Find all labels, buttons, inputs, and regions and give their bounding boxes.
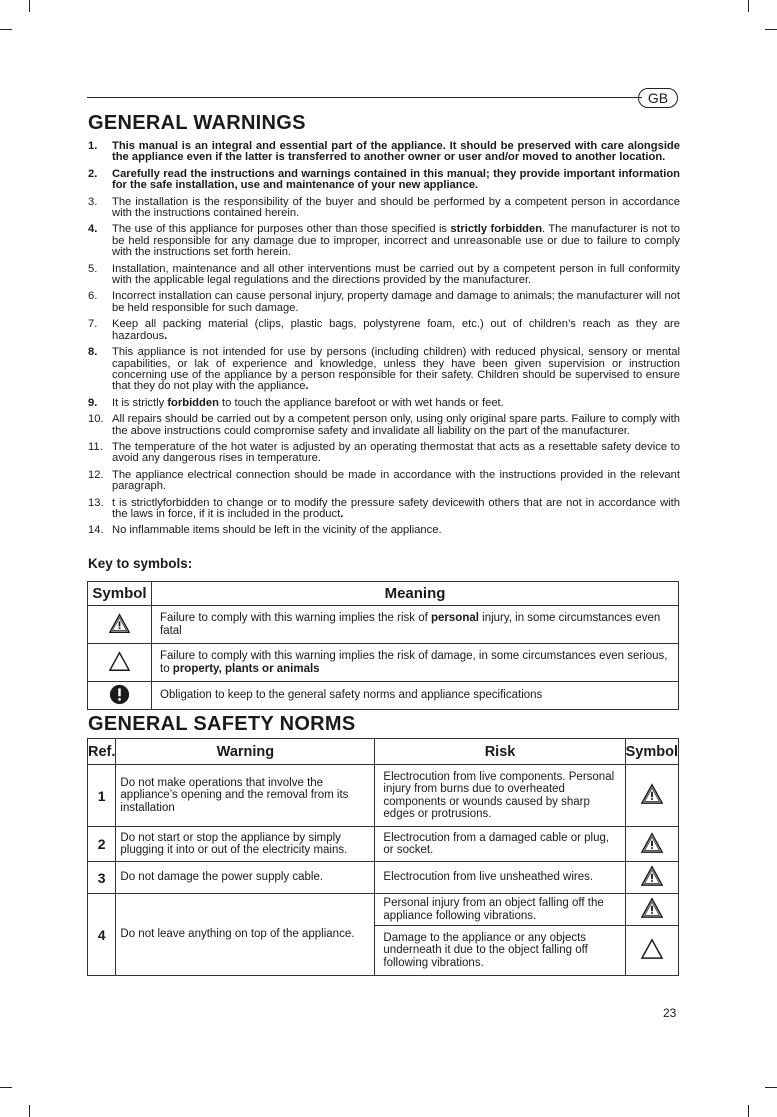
warning-item bbox=[88, 264, 680, 287]
symbol-column-header: Symbol bbox=[88, 582, 152, 606]
warning-number: 8. bbox=[88, 346, 98, 359]
warning-item bbox=[88, 141, 680, 164]
symbol-meaning bbox=[152, 682, 679, 710]
warning-number: 5. bbox=[88, 262, 98, 275]
warning-number: 10. bbox=[88, 413, 104, 426]
norm-row bbox=[88, 827, 679, 862]
warning-item bbox=[88, 470, 680, 493]
warning-text: The use of this appliance for purposes other than those specified is bbox=[112, 223, 451, 236]
crop-mark bbox=[748, 1105, 749, 1117]
crop-mark bbox=[765, 1087, 777, 1088]
warnings-list bbox=[88, 141, 680, 542]
norm-ref: 2 bbox=[97, 836, 106, 852]
norm-warning: Do not leave anything on top of the appliance. bbox=[120, 928, 355, 941]
symbol-row bbox=[88, 682, 679, 710]
warning-number: 14. bbox=[88, 524, 104, 537]
warning-emphasis: . bbox=[305, 380, 309, 393]
norm-warning: Do not make operations that involve the appliance’s opening and the removal from its installation bbox=[120, 776, 349, 814]
warning-text: All repairs should be carried out by a competent person only, using only original spare parts. Failure to comply with the above instructions could compromise safety and invalidate all liability on the part of the manufacturer. bbox=[112, 413, 680, 437]
norm-row bbox=[88, 765, 679, 827]
warning-number: 11. bbox=[88, 440, 103, 453]
meaning-emphasis: property, plants or animals bbox=[172, 662, 320, 675]
warning-filled-icon bbox=[109, 613, 130, 637]
warning-item bbox=[88, 319, 680, 342]
language-badge: GB bbox=[638, 88, 678, 108]
norm-row bbox=[88, 862, 679, 894]
warning-text: to touch the appliance barefoot or with wet hands or feet. bbox=[218, 396, 504, 409]
symbols-table bbox=[87, 581, 679, 710]
warning-number: 4. bbox=[88, 223, 98, 236]
warning-text: This appliance is not intended for use by persons (including children) with reduced physical, sensory or mental capabilities, or lak of experience and knowledge, unless they have been given supervision or instruction concerning use of the appliance by a person responsible for their safety. Children should be supervised to ensure that they do not play with the appliance bbox=[112, 346, 680, 393]
warning-item bbox=[88, 347, 680, 393]
warning-item bbox=[88, 398, 680, 409]
warning-filled-icon bbox=[641, 783, 663, 808]
warning-text: The appliance electrical connection should be made in accordance with the instructions provided in the relevant paragraph. bbox=[112, 468, 680, 493]
warning-item bbox=[88, 498, 680, 521]
crop-mark bbox=[29, 0, 30, 12]
risk-column-header: Risk bbox=[375, 739, 625, 765]
warning-number: 13. bbox=[88, 496, 104, 509]
warning-emphasis: strictly forbidden bbox=[450, 223, 543, 236]
warning-text: The temperature of the hot water is adjusted by an operating thermostat that acts as a resettable safety device to avoid any dangerous rises in temperature. bbox=[112, 440, 680, 465]
key-to-symbols-title: Key to symbols: bbox=[88, 556, 193, 571]
norm-warning: Do not damage the power supply cable. bbox=[120, 871, 324, 884]
warning-number: 6. bbox=[88, 290, 98, 303]
norm-risk: Electrocution from a damaged cable or plug, or socket. bbox=[383, 831, 610, 856]
warning-number: 7. bbox=[88, 318, 98, 331]
meaning-text: injury, in some circumstances even fatal bbox=[160, 611, 661, 637]
norm-row bbox=[88, 894, 679, 926]
warning-text: This manual is an integral and essential part of the appliance. It should be preserved with care alongside the appliance even if the latter is transferred to another owner or user and/or moved to another location. bbox=[112, 140, 680, 164]
warning-item bbox=[88, 442, 680, 465]
general-warnings-title: GENERAL WARNINGS bbox=[88, 112, 306, 134]
warning-number: 9. bbox=[88, 396, 98, 409]
warning-item bbox=[88, 169, 680, 192]
symbol-row bbox=[88, 606, 679, 644]
warning-text: Carefully read the instructions and warnings contained in this manual; they provide important information for the safe installation, use and maintenance of your new appliance. bbox=[112, 167, 680, 192]
ref-column-header: Ref. bbox=[88, 739, 116, 765]
warning-outline-icon bbox=[641, 938, 663, 963]
crop-mark bbox=[0, 29, 12, 30]
warning-emphasis: forbidden bbox=[167, 396, 219, 409]
norm-risk: Damage to the appliance or any objects underneath it due to the object falling off following vibrations. bbox=[383, 931, 588, 969]
general-safety-norms-title: GENERAL SAFETY NORMS bbox=[88, 713, 356, 735]
warning-item bbox=[88, 291, 680, 314]
warning-item bbox=[88, 224, 680, 258]
symbol-row bbox=[88, 644, 679, 682]
warning-outline-icon bbox=[109, 651, 130, 675]
warning-text: Keep all packing material (clips, plastic bags, polystyrene foam, etc.) out of children’s reach as they are hazardous bbox=[112, 318, 680, 342]
meaning-column-header: Meaning bbox=[152, 582, 679, 606]
header-rule bbox=[87, 97, 642, 98]
page-number: 23 bbox=[663, 1006, 677, 1020]
norm-risk: Personal injury from an object falling off the appliance following vibrations. bbox=[383, 897, 604, 922]
symbol-meaning bbox=[152, 644, 679, 682]
crop-mark bbox=[29, 1105, 30, 1117]
meaning-emphasis: personal bbox=[431, 611, 479, 624]
meaning-text: Failure to comply with this warning implies the risk of bbox=[160, 611, 431, 624]
warning-number: 2. bbox=[88, 167, 98, 180]
warning-text: . The manufacturer is not to be held responsible for any damage due to improper, incorrect and unreasonable use or due to failure to comply with the instructions set forth herein. bbox=[112, 223, 680, 259]
warning-filled-icon bbox=[641, 832, 663, 857]
warning-item bbox=[88, 197, 680, 220]
meaning-text: Failure to comply with this warning implies the risk of damage, in some circumstances even serious, to bbox=[160, 649, 668, 675]
warning-text: No inflammable items should be left in the vicinity of the appliance. bbox=[112, 524, 442, 537]
warning-filled-icon bbox=[641, 897, 663, 922]
obligation-icon bbox=[109, 684, 130, 708]
warning-emphasis: . bbox=[164, 329, 168, 342]
symbol-column-header: Symbol bbox=[625, 739, 678, 765]
crop-mark bbox=[748, 0, 749, 12]
norm-ref: 3 bbox=[97, 869, 106, 886]
safety-norms-table bbox=[87, 738, 679, 976]
norm-warning: Do not start or stop the appliance by simply plugging it into or out of the electricity mains. bbox=[120, 831, 348, 856]
warning-number: 1. bbox=[88, 140, 98, 152]
warning-emphasis: . bbox=[340, 507, 344, 520]
warning-column-header: Warning bbox=[116, 739, 375, 765]
norm-risk: Electrocution from live unsheathed wires. bbox=[383, 871, 594, 884]
warning-text: Installation, maintenance and all other interventions must be carried out by a competent person in full conformity with the applicable legal regulations and the directions provided by the manufacturer. bbox=[112, 262, 680, 287]
crop-mark bbox=[765, 29, 777, 30]
warning-number: 12. bbox=[88, 468, 104, 481]
symbol-meaning bbox=[152, 606, 679, 644]
norm-ref: 1 bbox=[97, 787, 106, 804]
crop-mark bbox=[0, 1087, 12, 1088]
warning-item bbox=[88, 414, 680, 437]
warning-text: Incorrect installation can cause personal injury, property damage and damage to animals; the manufacturer will not be held responsible for such damage. bbox=[112, 290, 680, 314]
meaning-text: Obligation to keep to the general safety norms and appliance specifications bbox=[160, 689, 543, 701]
warning-item bbox=[88, 525, 680, 536]
norm-risk: Electrocution from live components. Personal injury from burns due to overheated components or wounds caused by sharp edges or protrusions. bbox=[383, 770, 615, 820]
norm-ref: 4 bbox=[97, 926, 106, 943]
warning-text: The installation is the responsibility of the buyer and should be performed by a competent person in accordance with the instructions contained herein. bbox=[112, 195, 680, 220]
warning-filled-icon bbox=[641, 865, 663, 890]
warning-number: 3. bbox=[88, 195, 98, 208]
warning-text: t is strictlyforbidden to change or to modify the pressure safety devicewith others that are not in accordance with the laws in force, if it is included in the product bbox=[112, 496, 680, 520]
warning-text: It is strictly bbox=[112, 396, 168, 409]
